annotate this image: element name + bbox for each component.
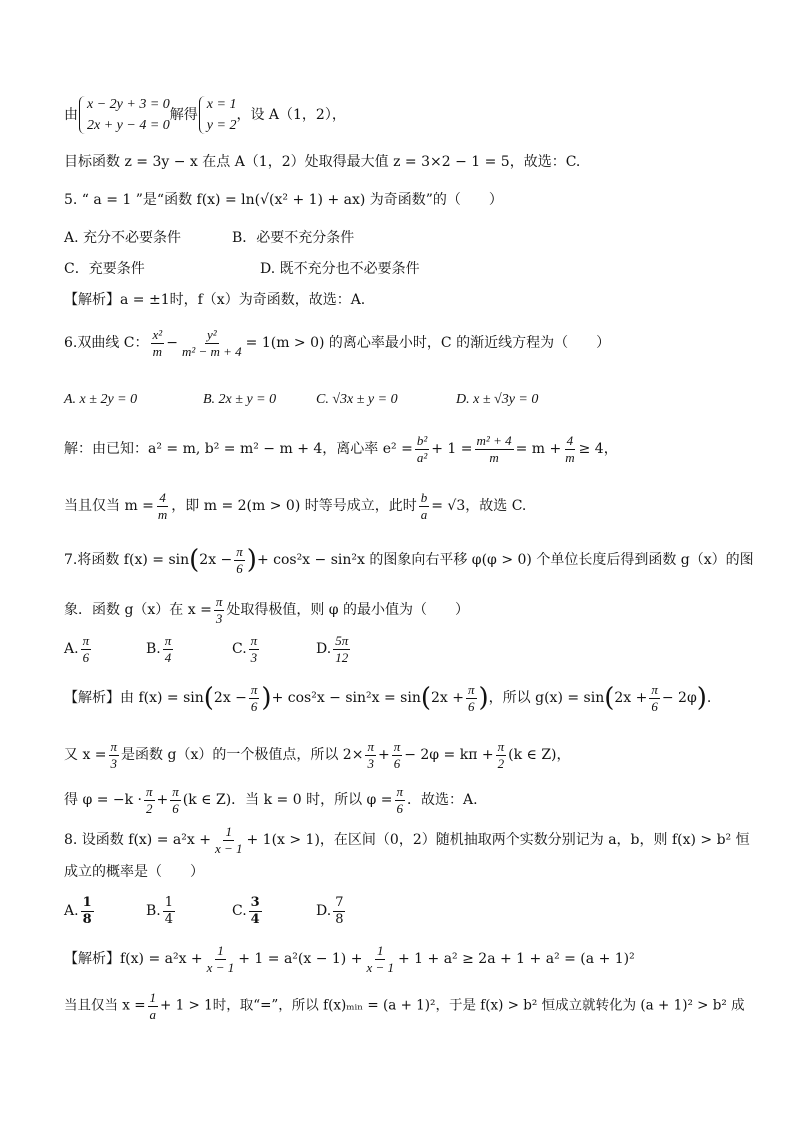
fraction [214, 595, 225, 625]
text: ≥ 4， [578, 441, 618, 458]
option-label: A. [64, 641, 79, 658]
q6-option-d: D. x ± √3y = 0 [456, 392, 539, 407]
option-label: D. [316, 641, 332, 658]
frac-num: 1 [149, 990, 157, 1005]
text: 得 φ = −k · [64, 792, 142, 809]
question-7-cont [64, 595, 469, 625]
frac-den: 3 [250, 649, 258, 665]
text-prefix: 由 [64, 107, 78, 123]
frac-den: 6 [396, 800, 404, 816]
text: + [156, 792, 169, 809]
frac-num: π [172, 784, 179, 799]
q8-analysis-2 [64, 991, 745, 1021]
frac-den: x − 1 [366, 959, 394, 975]
text: − 2φ = kπ + [404, 747, 494, 764]
text: (k ∈ Z)， [508, 747, 571, 764]
fraction [144, 785, 155, 815]
frac-den: 3 [367, 755, 374, 771]
q5-option-d: D. 既不充分也不必要条件 [260, 261, 420, 277]
q6-prefix: 6.双曲线 C： [64, 335, 149, 352]
q7-option-b [146, 634, 175, 664]
sys2-row1: x = 1 [206, 97, 237, 112]
frac-num: 4 [159, 490, 166, 505]
text: 象．函数 g（x）在 x = [64, 602, 212, 619]
frac-num: b [420, 490, 428, 505]
frac-den: 4 [164, 649, 172, 665]
fraction [466, 683, 477, 713]
paren-open: ( [604, 683, 615, 714]
frac-num: 1 [82, 895, 92, 910]
option-label: C. [232, 641, 247, 658]
paren-close: ) [478, 683, 489, 714]
fraction [109, 740, 120, 770]
line-objective: 目标函数 z = 3y − x 在点 A（1，2）处取得最大值 z = 3×2 − 1 = 5，故选：C. [64, 154, 581, 170]
text: + 1 = [431, 441, 473, 458]
frac-num: 1 [376, 943, 384, 958]
frac-num: π [146, 784, 153, 799]
q5-analysis: 【解析】a = ±1时，f（x）为奇函数，故选：A. [64, 292, 366, 308]
frac-den: a² [416, 449, 428, 465]
text: ，即 m = 2(m > 0) 时等号成立，此时 [171, 498, 417, 515]
frac-num: x² [152, 327, 163, 342]
fraction [163, 634, 174, 664]
frac-num: 3 [250, 895, 260, 910]
q6-solution-1 [64, 434, 618, 464]
frac-den: 3 [110, 755, 118, 771]
frac-num: π [367, 739, 374, 754]
option-label: C. [232, 903, 247, 920]
q7-option-a [64, 634, 93, 664]
option-label: B. [146, 641, 161, 658]
q7-analysis-1 [64, 683, 711, 713]
fraction [475, 434, 514, 464]
fraction [249, 896, 262, 926]
frac-num: 1 [217, 943, 224, 958]
frac-den: 2 [146, 800, 153, 816]
q5-option-c: C．充要条件 [64, 261, 145, 277]
fraction [395, 785, 406, 815]
question-8 [64, 825, 750, 855]
fraction [415, 434, 429, 464]
text: + 1(x > 1)，在区间（0，2）随机抽取两个实数分别记为 a，b，则 f(x) > b² 恒 [246, 832, 750, 849]
q6-option-a: A. x ± 2y = 0 [64, 392, 138, 407]
frac-den: 6 [651, 698, 658, 714]
frac-den: 6 [82, 649, 90, 665]
option-label: D. [316, 903, 332, 920]
frac-num: π [164, 633, 172, 648]
fraction [249, 683, 260, 713]
frac-num: 1 [225, 824, 232, 839]
text: 当且仅当 x = [64, 997, 146, 1014]
question-8-cont: 成立的概率是（ ） [64, 864, 204, 880]
question-7 [64, 545, 754, 575]
fraction [148, 991, 159, 1021]
fraction [156, 491, 169, 521]
option-label: A. [64, 903, 79, 920]
fraction [81, 634, 92, 664]
frac-num: π [110, 739, 118, 754]
text: + 1 + a² ≥ 2a + 1 + a² = (a + 1)² [397, 951, 635, 968]
fraction [333, 634, 350, 664]
text: 2x − [199, 552, 233, 569]
frac-num: 1 [164, 895, 174, 910]
option-label: B. [146, 903, 161, 920]
frac-num: 7 [335, 895, 344, 910]
frac-num: π [497, 739, 505, 754]
frac-den: m [565, 449, 575, 465]
frac-den: m [152, 343, 163, 359]
q7-option-c [232, 634, 261, 664]
equation-system-2 [198, 94, 237, 136]
frac-num: π [393, 739, 401, 754]
text: 处取得极值，则 φ 的最小值为（ ） [226, 602, 470, 619]
q6-option-b: B. 2x ± y = 0 [203, 392, 277, 407]
frac-num: π [468, 682, 475, 697]
q7-option-d [316, 634, 352, 664]
q8-option-a [64, 896, 96, 926]
sys1-row2: 2x + y − 4 = 0 [87, 118, 170, 133]
q5-option-a: A. 充分不必要条件 [64, 230, 182, 246]
text: + cos²x − sin²x 的图象向右平移 φ(φ > 0) 个单位长度后得到函数 g（x）的图 [256, 552, 754, 569]
frac-num: b² [416, 433, 428, 448]
equation-system-1 [78, 94, 170, 136]
text: ．故选：A. [407, 792, 478, 809]
paren-open: ( [203, 683, 214, 714]
question-6 [64, 328, 610, 358]
text: ，所以 g(x) = sin [488, 690, 605, 707]
fraction [213, 825, 245, 855]
frac-den: 2 [497, 755, 505, 771]
sys1-row1: x − 2y + 3 = 0 [87, 97, 170, 112]
frac-den: 4 [250, 911, 260, 927]
frac-num: π [250, 633, 258, 648]
fraction [205, 944, 237, 974]
frac-num: π [215, 594, 223, 609]
text: 当且仅当 m = [64, 498, 154, 515]
paren-close: ) [246, 545, 257, 576]
text: = √3，故选 C. [431, 498, 527, 515]
frac-den: 4 [164, 911, 174, 927]
q5-option-b: B．必要不充分条件 [232, 230, 355, 246]
fraction [364, 944, 396, 974]
frac-den: a [420, 506, 428, 522]
text-mid: 解得 [169, 107, 198, 123]
frac-den: m [157, 506, 168, 522]
frac-num: π [236, 544, 243, 559]
fraction [170, 785, 181, 815]
fraction [163, 896, 175, 926]
text: 2x + [614, 690, 648, 707]
frac-den: 6 [468, 698, 475, 714]
frac-den: 6 [172, 800, 179, 816]
frac-den: m² − m + 4 [181, 343, 242, 359]
frac-den: 12 [335, 649, 349, 665]
q6-option-c: C. √3x ± y = 0 [316, 392, 398, 407]
fraction [496, 740, 507, 770]
fraction [151, 328, 165, 358]
frac-den: x − 1 [206, 959, 235, 975]
text: 8. 设函数 f(x) = a²x + [64, 832, 211, 849]
frac-den: 8 [335, 911, 344, 927]
frac-num: m² + 4 [476, 433, 512, 448]
frac-den: 6 [250, 698, 258, 714]
text: (k ∈ Z)．当 k = 0 时，所以 φ = [182, 792, 393, 809]
q6-solution-2 [64, 491, 526, 521]
frac-den: a [149, 1006, 157, 1022]
text: 又 x = [64, 747, 107, 764]
frac-num: π [82, 633, 90, 648]
text: − 2φ [661, 690, 697, 707]
frac-num: π [651, 682, 658, 697]
text: 解：由已知：a² = m, b² = m² − m + 4，离心率 e² = [64, 441, 413, 458]
q8-option-b [146, 896, 177, 926]
frac-num: π [250, 682, 258, 697]
text: + 1 = a²(x − 1) + [238, 951, 363, 968]
paren-close: ) [261, 683, 272, 714]
question-5: 5. “ a = 1 ”是“函数 f(x) = ln(√(x² + 1) + ax) 为奇函数”的（ ） [64, 192, 503, 208]
frac-den: x − 1 [214, 840, 243, 856]
text: + 1 > 1时，取“=”，所以 f(x)ₘᵢₙ = (a + 1)²，于是 f(x) > b² 恒成立就转化为 (a + 1)² > b² 成 [160, 997, 745, 1014]
frac-num: π [396, 784, 404, 799]
text: + [377, 747, 390, 764]
frac-den: m [489, 449, 499, 465]
paren-open: ( [420, 683, 432, 714]
minus: − [166, 335, 178, 352]
frac-den: 6 [393, 755, 401, 771]
text: 是函数 g（x）的一个极值点，所以 2× [121, 747, 364, 764]
text: + cos²x − sin²x = sin [271, 690, 421, 707]
text: = m + [515, 441, 562, 458]
paren-close: ) [696, 683, 707, 714]
q7-analysis-3 [64, 785, 478, 815]
text: 【解析】由 f(x) = sin [64, 690, 204, 707]
fraction [392, 740, 403, 770]
text: 【解析】f(x) = a²x + [64, 951, 203, 968]
text-suffix: ，设 A（1，2）， [236, 107, 346, 123]
fraction [234, 545, 245, 575]
q8-option-c [232, 896, 264, 926]
fraction [365, 740, 376, 770]
frac-den: 8 [82, 911, 92, 927]
frac-num: 5π [335, 633, 349, 648]
line-system-solution [64, 94, 346, 136]
fraction [249, 634, 260, 664]
frac-den: 3 [215, 610, 223, 626]
text: 7.将函数 f(x) = sin [64, 552, 190, 569]
q7-analysis-2 [64, 740, 571, 770]
sys2-row2: y = 2 [206, 118, 237, 133]
paren-open: ( [189, 545, 200, 576]
q8-option-d [316, 896, 347, 926]
fraction [180, 328, 244, 358]
frac-num: y² [206, 327, 217, 342]
frac-den: 6 [236, 560, 243, 576]
fraction [333, 896, 345, 926]
fraction [563, 434, 576, 464]
text: . [706, 690, 712, 707]
text: 2x + [431, 690, 464, 707]
q8-analysis-1 [64, 944, 635, 974]
fraction [81, 896, 94, 926]
q6-suffix: = 1(m > 0) 的离心率最小时，C 的渐近线方程为（ ） [245, 335, 611, 352]
frac-num: 4 [566, 433, 574, 448]
text: 2x − [213, 690, 247, 707]
fraction [649, 683, 660, 713]
fraction [419, 491, 430, 521]
